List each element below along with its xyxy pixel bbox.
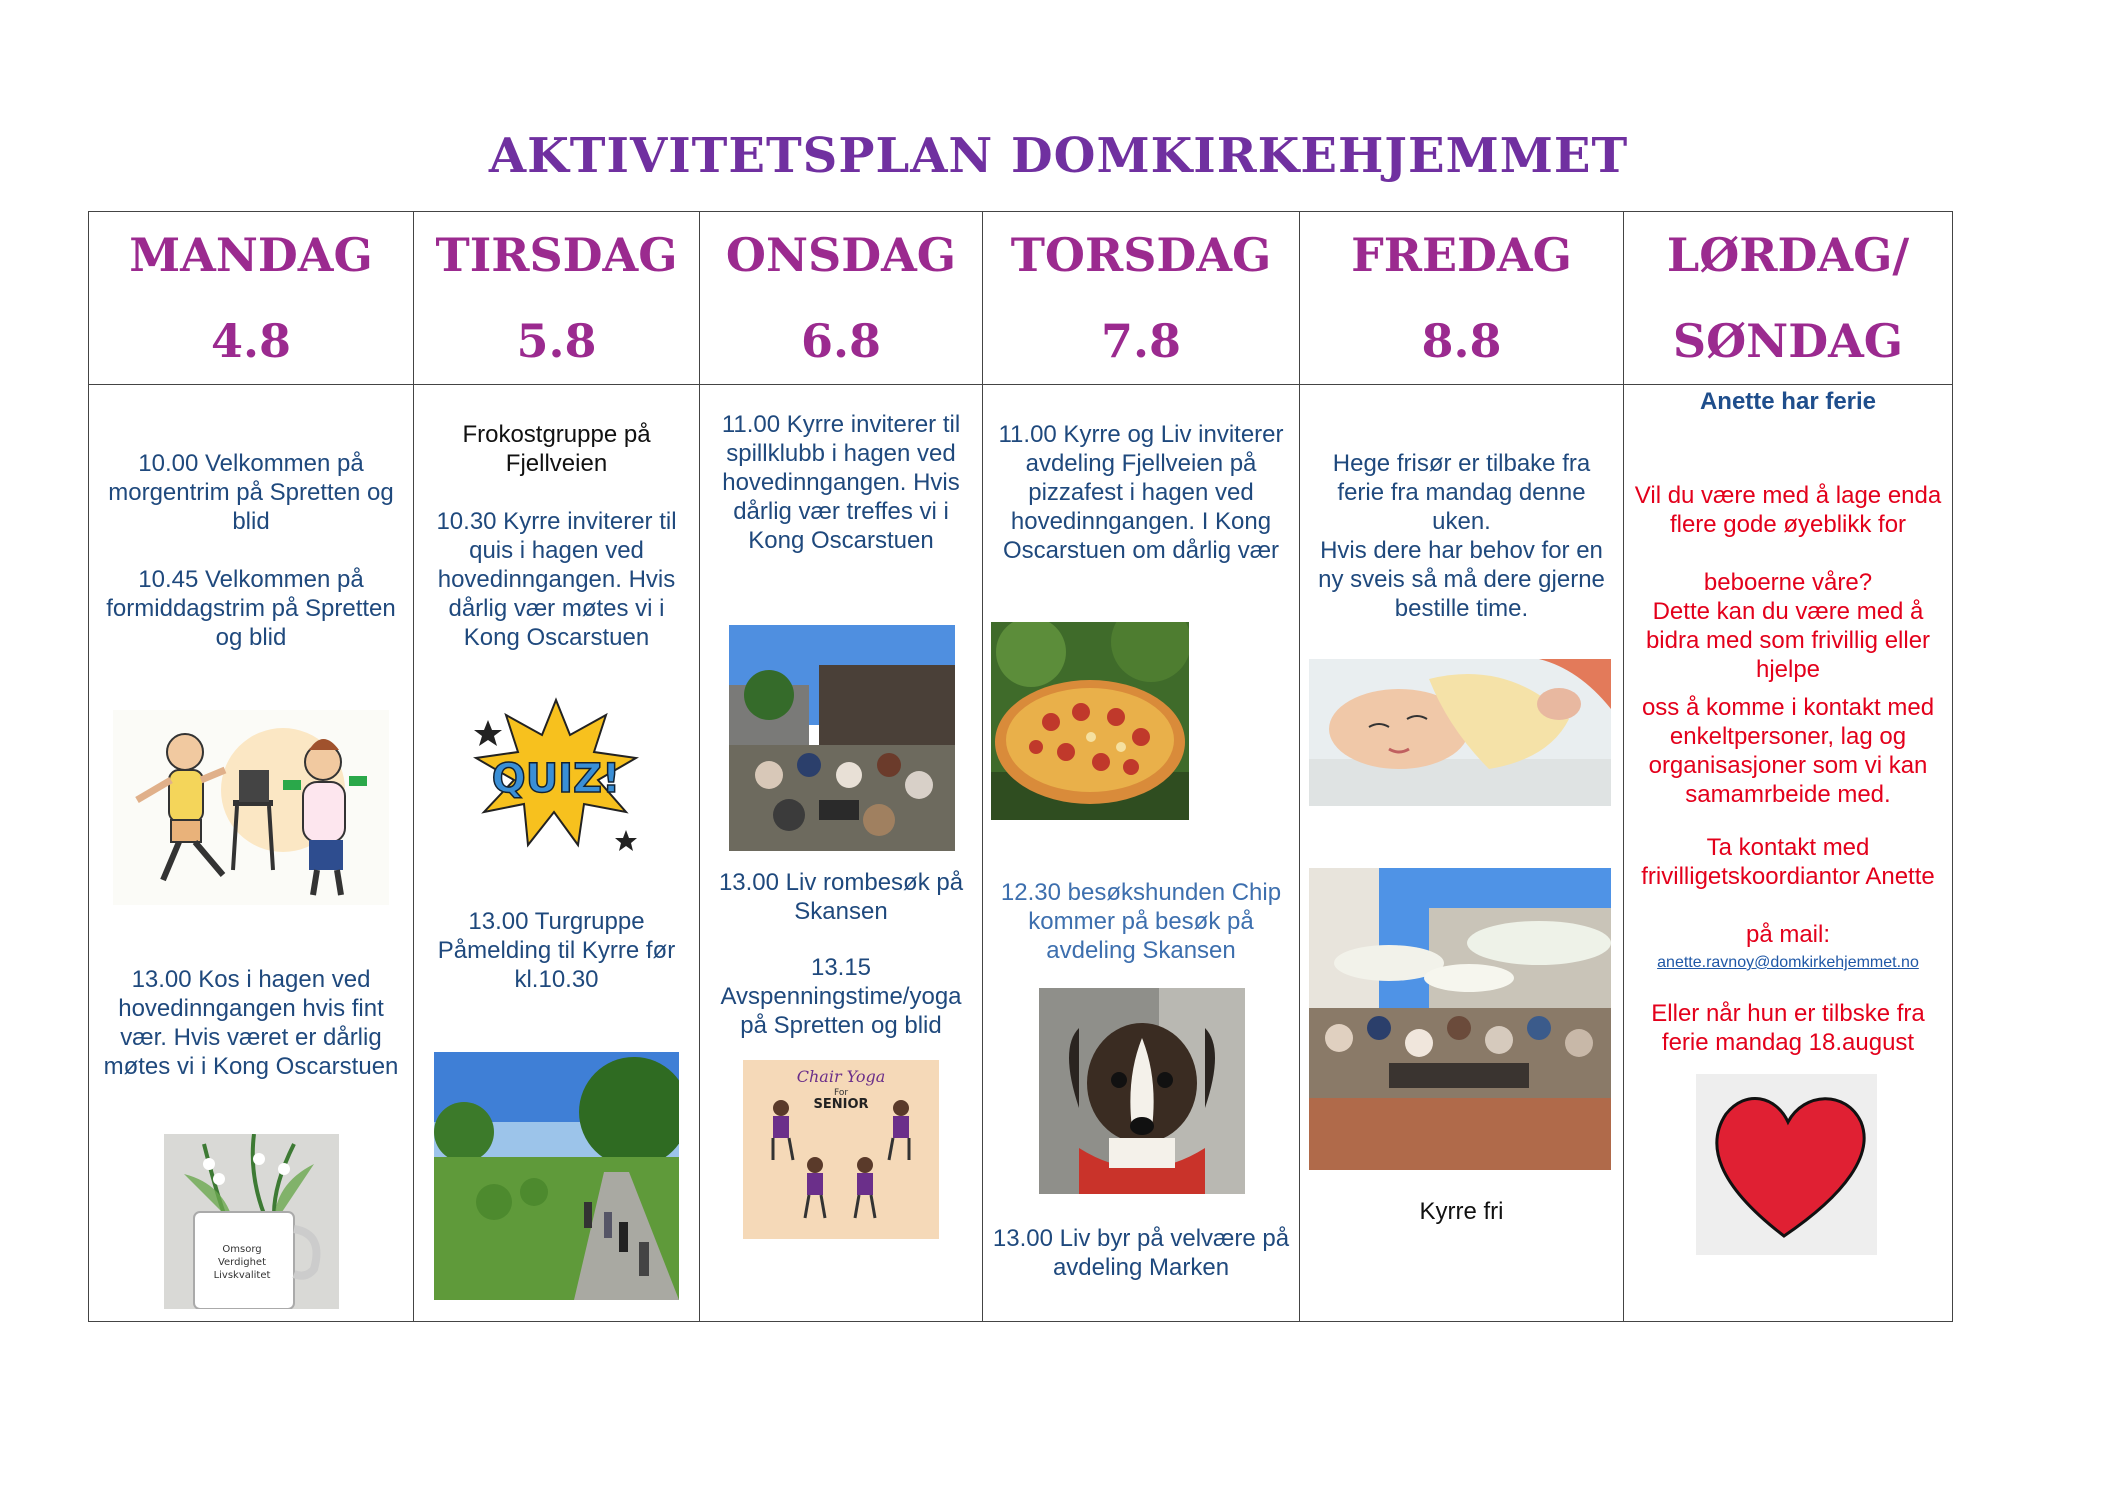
- day-date: 5.8: [516, 314, 597, 368]
- friday-activity-1: Hege frisør er tilbake fra ferie fra mandag denne uken.: [1332, 450, 1591, 535]
- weekend-text-7: Eller når hun er tilbske fra ferie mandag 18.august: [1651, 1000, 1925, 1056]
- dog-chip-image: [1039, 988, 1245, 1194]
- chair-yoga-image: [743, 1060, 939, 1239]
- day-name: LØRDAG/: [1666, 228, 1910, 282]
- yoga-for: For: [833, 1088, 849, 1098]
- cell-tuesday: [414, 385, 700, 1322]
- yoga-title: Chair Yoga: [796, 1067, 886, 1086]
- email-link[interactable]: anette.ravnoy@domkirkehjemmet.no: [1657, 954, 1919, 971]
- thursday-activity-2: 12.30 besøkshunden Chip kommer på besøk på avdeling Skansen: [1000, 879, 1282, 964]
- quiz-text: QUIZ!: [491, 756, 621, 802]
- header-weekend: [1624, 212, 1953, 385]
- day-date: 7.8: [1100, 314, 1182, 368]
- cell-thursday: [983, 385, 1300, 1322]
- weekend-heading: Anette har ferie: [1699, 388, 1877, 415]
- weekend-text-2: beboerne våre?: [1703, 569, 1873, 596]
- mug-text-3: Livskvalitet: [213, 1270, 271, 1281]
- day-name: ONSDAG: [725, 228, 957, 282]
- weekend-text-4: oss å komme i kontakt med enkeltpersoner, lag og organisasjoner som vi kan samamrbeide med.: [1641, 694, 1935, 808]
- hairdresser-image: [1309, 659, 1611, 806]
- weekend-text-1: Vil du være med å lage enda flere gode øyeblikk for: [1634, 482, 1942, 538]
- garden-umbrella-image: [1309, 868, 1611, 1170]
- day-name: MANDAG: [129, 228, 373, 282]
- heart-icon: [1696, 1074, 1877, 1255]
- yoga-senior: SENIOR: [813, 1097, 869, 1112]
- day-name: TIRSDAG: [435, 228, 678, 282]
- day-date: 4.8: [210, 314, 292, 368]
- weekend-text-5: Ta kontakt med frivilligetskoordiantor Anette: [1641, 834, 1935, 890]
- friday-activity-2: Hvis dere har behov for en ny sveis så må dere gjerne bestille time.: [1318, 537, 1605, 622]
- monday-activity-2: 10.45 Velkommen på formiddagstrim på Spretten og blid: [106, 566, 396, 651]
- mug-text-2: Verdighet: [217, 1257, 267, 1268]
- day-date: 6.8: [800, 314, 882, 368]
- day-name: TORSDAG: [1010, 228, 1272, 282]
- pizza-image: [991, 622, 1189, 820]
- page-title: AKTIVITETSPLAN DOMKIRKEHJEMMET: [488, 128, 1629, 184]
- exercise-cartoon-image: [113, 710, 389, 905]
- day-date: SØNDAG: [1672, 314, 1904, 368]
- wednesday-activity-2: 13.00 Liv rombesøk på Skansen: [718, 869, 964, 925]
- cell-wednesday: [700, 385, 983, 1322]
- wednesday-activity-3: 13.15 Avspenningstime/yoga på Spretten og blid: [720, 954, 962, 1039]
- tuesday-activity-1: Frokostgruppe på Fjellveien: [462, 421, 651, 477]
- monday-activity-3: 13.00 Kos i hagen ved hovedinngangen hvis fint vær. Hvis været er dårlig møtes vi i Kong Oscarstuen: [103, 966, 399, 1080]
- header-friday: [1300, 212, 1624, 385]
- flower-mug-image: [164, 1134, 339, 1309]
- tuesday-activity-2: 10.30 Kyrre inviterer til quis i hagen ved hovedinngangen. Hvis dårlig vær møtes vi i Kong Oscarstuen: [436, 508, 677, 651]
- day-name: FREDAG: [1351, 228, 1572, 282]
- thursday-activity-3: 13.00 Liv byr på velvære på avdeling Marken: [992, 1225, 1290, 1281]
- cell-weekend: [1624, 385, 1953, 1322]
- header-monday: [89, 212, 414, 385]
- weekend-text-3: Dette kan du være med å bidra med som frivillig eller hjelpe: [1645, 598, 1931, 683]
- thursday-activity-1: 11.00 Kyrre og Liv inviterer avdeling Fjellveien på pizzafest i hagen ved hovedinngangen. I Kong Oscarstuen om dårlig vær: [998, 421, 1284, 564]
- cell-monday: [89, 385, 414, 1322]
- friday-activity-3: Kyrre fri: [1419, 1198, 1504, 1225]
- tuesday-activity-3: 13.00 Turgruppe Påmelding til Kyrre før kl.10.30: [437, 908, 676, 993]
- wednesday-activity-1: 11.00 Kyrre inviterer til spillklubb i hagen ved hovedinngangen. Hvis dårlig vær treffes vi i Kong Oscarstuen: [721, 411, 961, 554]
- day-date: 8.8: [1421, 314, 1502, 368]
- quiz-image: [466, 680, 646, 870]
- mug-text-1: Omsorg: [222, 1244, 262, 1255]
- monday-activity-1: 10.00 Velkommen på morgentrim på Spretten og blid: [108, 450, 394, 535]
- header-thursday: [983, 212, 1300, 385]
- header-wednesday: [700, 212, 983, 385]
- cell-friday: [1300, 385, 1624, 1322]
- activity-plan-table: [88, 211, 1953, 1322]
- garden-party-image: [729, 625, 955, 851]
- park-walk-image: [434, 1052, 679, 1300]
- header-tuesday: [414, 212, 700, 385]
- weekend-text-6: på mail:: [1745, 921, 1831, 948]
